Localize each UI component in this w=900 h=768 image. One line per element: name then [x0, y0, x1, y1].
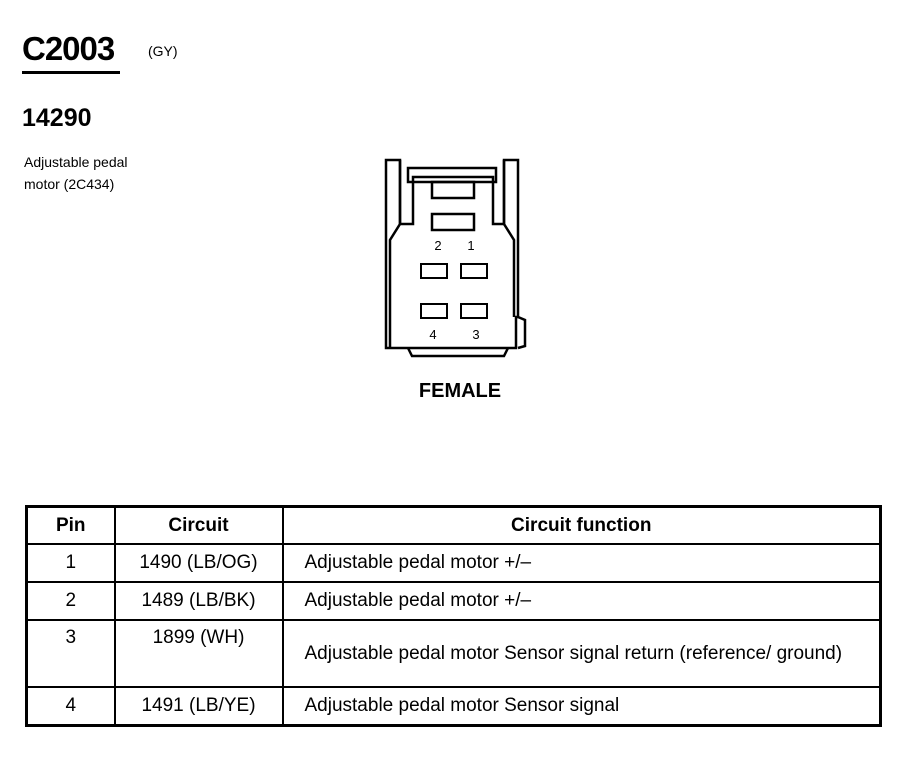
- connector-side-tab: [518, 317, 525, 348]
- table-row: [27, 544, 881, 582]
- connector-id: C2003: [22, 30, 115, 67]
- connector-color: (GY): [148, 43, 178, 59]
- function-cell: Adjustable pedal motor +/–: [283, 544, 881, 582]
- pin-cavity-1: [461, 264, 487, 278]
- pin-label: 2: [434, 238, 442, 253]
- connector-body-outline: [386, 160, 518, 348]
- pin-cavity-4: [421, 304, 447, 318]
- connector-face-diagram: [378, 152, 538, 364]
- pin-cavity-2: [421, 264, 447, 278]
- pin-cell: 3: [27, 620, 115, 687]
- pin-label: 1: [467, 238, 475, 253]
- column-header-function: Circuit function: [283, 507, 881, 545]
- part-number: 14290: [22, 104, 92, 132]
- circuit-cell: 1490 (LB/OG): [115, 544, 283, 582]
- pin-label: 4: [429, 327, 437, 342]
- column-header-pin: Pin: [27, 507, 115, 545]
- pin-cell: 2: [27, 582, 115, 620]
- connector-right-latch: [504, 160, 514, 317]
- circuit-cell: 1899 (WH): [115, 620, 283, 687]
- pin-cavity-3: [461, 304, 487, 318]
- pin-cell: 1: [27, 544, 115, 582]
- component-description-line-1: Adjustable pedal: [24, 154, 128, 170]
- table-row: [27, 582, 881, 620]
- connector-top-key: [408, 168, 496, 182]
- function-cell: Adjustable pedal motor Sensor signal: [283, 687, 881, 726]
- pin-cell: 4: [27, 687, 115, 726]
- connector-left-latch: [390, 160, 400, 348]
- component-description-line-2: motor (2C434): [24, 176, 115, 192]
- pin-label: 3: [472, 327, 480, 342]
- column-header-circuit: Circuit: [115, 507, 283, 545]
- connector-inner-slot: [432, 182, 474, 198]
- connector-id-underline: [22, 71, 120, 74]
- table-row: [27, 687, 881, 726]
- table-header-row: [27, 507, 881, 545]
- circuit-cell: 1491 (LB/YE): [115, 687, 283, 726]
- function-cell: Adjustable pedal motor Sensor signal return (reference/ ground): [283, 620, 881, 687]
- view-label: FEMALE: [418, 380, 502, 402]
- circuit-cell: 1489 (LB/BK): [115, 582, 283, 620]
- connector-slot: [432, 214, 474, 230]
- pin-table: [25, 505, 882, 727]
- table-row: [27, 620, 881, 687]
- function-cell: Adjustable pedal motor +/–: [283, 582, 881, 620]
